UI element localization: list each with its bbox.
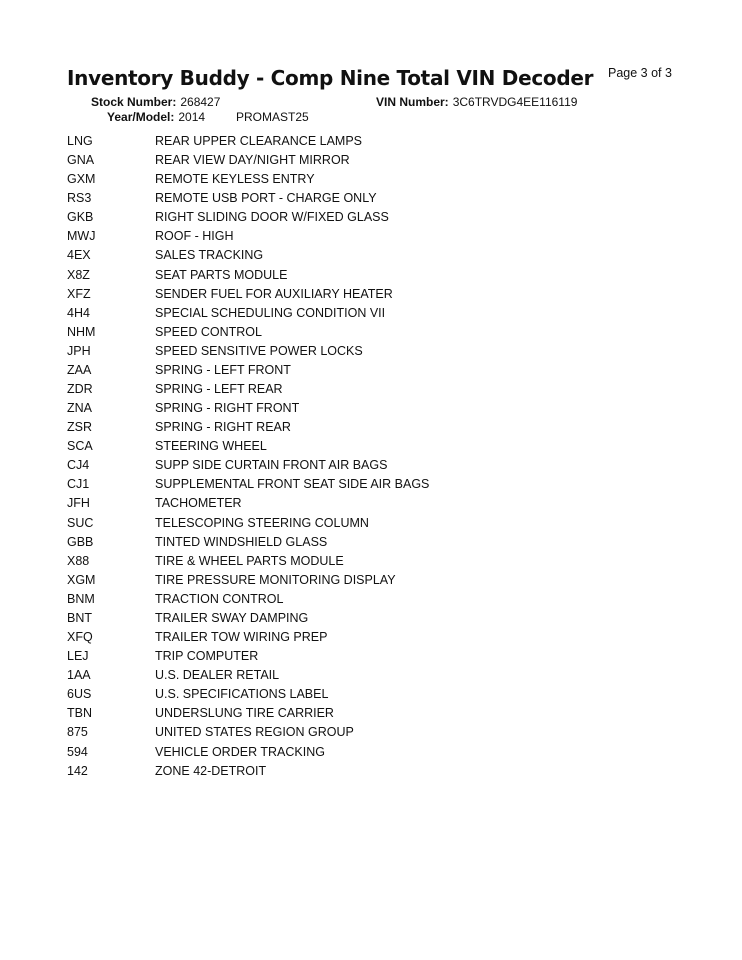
option-description: U.S. SPECIFICATIONS LABEL: [155, 687, 329, 702]
stock-number-label: Stock Number:: [91, 95, 177, 109]
option-row: [67, 515, 627, 534]
option-row: [67, 724, 627, 743]
option-code: GBB: [67, 534, 94, 549]
option-code: JPH: [67, 343, 91, 358]
option-code: RS3: [67, 191, 92, 206]
option-description: TRAILER SWAY DAMPING: [155, 610, 309, 625]
option-code: 4EX: [67, 248, 91, 263]
option-code: X88: [67, 553, 90, 568]
option-code: ZDR: [67, 382, 93, 397]
option-row: [67, 190, 627, 209]
option-description: ROOF - HIGH: [155, 229, 234, 244]
option-code: LNG: [67, 134, 93, 148]
option-description: REAR VIEW DAY/NIGHT MIRROR: [155, 153, 350, 168]
option-description: ZONE 42-DETROIT: [155, 763, 267, 778]
option-row: [67, 629, 627, 648]
option-code: TBN: [67, 706, 92, 721]
option-row: [67, 553, 627, 572]
option-row: [67, 228, 627, 247]
option-code: BNT: [67, 610, 92, 625]
option-row: [67, 362, 627, 381]
option-row: [67, 152, 627, 171]
option-description: UNDERSLUNG TIRE CARRIER: [155, 706, 334, 721]
option-row: [67, 591, 627, 610]
page-indicator: Page 3 of 3: [608, 66, 672, 80]
option-description: SPRING - LEFT FRONT: [155, 362, 291, 377]
option-row: [67, 305, 627, 324]
option-code: GNA: [67, 153, 95, 168]
option-description: TRIP COMPUTER: [155, 649, 259, 664]
option-row: [67, 476, 627, 495]
option-row: [67, 705, 627, 724]
option-description: SALES TRACKING: [155, 248, 264, 263]
option-code: 6US: [67, 687, 92, 702]
option-description: TACHOMETER: [155, 496, 242, 511]
year-value: 2014: [178, 110, 206, 124]
option-code: BNM: [67, 591, 95, 606]
option-row: [67, 171, 627, 190]
option-description: SPEED SENSITIVE POWER LOCKS: [155, 343, 363, 358]
option-description: SPRING - RIGHT FRONT: [155, 401, 300, 416]
option-code: XGM: [67, 572, 96, 587]
option-description: TINTED WINDSHIELD GLASS: [155, 534, 328, 549]
option-description: SEAT PARTS MODULE: [155, 267, 288, 282]
option-row: [67, 438, 627, 457]
option-row: [67, 381, 627, 400]
option-row: [67, 495, 627, 514]
option-code: SCA: [67, 439, 93, 454]
option-code: GXM: [67, 172, 96, 187]
option-row: [67, 286, 627, 305]
option-description: SPRING - RIGHT REAR: [155, 420, 291, 435]
option-row: [67, 209, 627, 228]
option-code: 4H4: [67, 305, 90, 320]
option-code: JFH: [67, 496, 90, 511]
option-code: ZSR: [67, 420, 92, 435]
option-row: [67, 744, 627, 763]
vin-field: [376, 95, 577, 109]
option-row: [67, 763, 627, 782]
option-code: SUC: [67, 515, 94, 530]
option-code: 1AA: [67, 668, 91, 683]
vin-value: 3C6TRVDG4EE116119: [452, 95, 578, 109]
model-value: PROMAST25: [236, 110, 309, 124]
option-code: MWJ: [67, 229, 96, 244]
year-model-field: [107, 110, 309, 124]
stock-number-field: [91, 95, 220, 109]
option-code: XFQ: [67, 630, 93, 645]
option-row: [67, 400, 627, 419]
option-row: [67, 324, 627, 343]
options-list: [67, 133, 627, 782]
option-code: 594: [67, 744, 88, 759]
option-code: CJ1: [67, 477, 90, 492]
option-description: REMOTE USB PORT - CHARGE ONLY: [155, 191, 377, 206]
option-code: XFZ: [67, 286, 91, 301]
option-description: SUPPLEMENTAL FRONT SEAT SIDE AIR BAGS: [155, 477, 430, 492]
stock-number-value: 268427: [180, 95, 221, 109]
option-description: UNITED STATES REGION GROUP: [155, 725, 354, 740]
option-description: TIRE PRESSURE MONITORING DISPLAY: [155, 572, 396, 587]
option-description: REMOTE KEYLESS ENTRY: [155, 172, 315, 187]
option-row: [67, 457, 627, 476]
page-title: Inventory Buddy - Comp Nine Total VIN Decoder: [67, 66, 594, 90]
option-code: NHM: [67, 324, 96, 339]
option-code: ZNA: [67, 401, 92, 416]
vin-label: VIN Number:: [376, 95, 449, 109]
option-code: X8Z: [67, 267, 90, 282]
option-description: RIGHT SLIDING DOOR W/FIXED GLASS: [155, 210, 389, 225]
option-description: STEERING WHEEL: [155, 439, 267, 454]
option-code: GKB: [67, 210, 94, 225]
option-row: [67, 667, 627, 686]
option-description: U.S. DEALER RETAIL: [155, 668, 280, 683]
option-row: [67, 572, 627, 591]
option-row: [67, 343, 627, 362]
option-row: [67, 133, 627, 152]
option-code: 875: [67, 725, 88, 740]
option-description: SPECIAL SCHEDULING CONDITION VII: [155, 305, 386, 320]
option-row: [67, 534, 627, 553]
option-code: ZAA: [67, 362, 92, 377]
option-row: [67, 247, 627, 266]
option-description: TRAILER TOW WIRING PREP: [155, 630, 328, 645]
option-description: VEHICLE ORDER TRACKING: [155, 744, 325, 759]
option-code: LEJ: [67, 649, 89, 664]
option-code: 142: [67, 763, 88, 778]
year-model-label: Year/Model:: [107, 110, 175, 124]
option-row: [67, 419, 627, 438]
option-row: [67, 648, 627, 667]
option-description: TIRE & WHEEL PARTS MODULE: [155, 553, 344, 568]
option-row: [67, 610, 627, 629]
option-description: TRACTION CONTROL: [155, 591, 284, 606]
option-description: REAR UPPER CLEARANCE LAMPS: [155, 134, 363, 148]
option-description: SENDER FUEL FOR AUXILIARY HEATER: [155, 286, 393, 301]
option-row: [67, 267, 627, 286]
option-description: SPEED CONTROL: [155, 324, 262, 339]
option-description: SPRING - LEFT REAR: [155, 382, 283, 397]
option-row: [67, 686, 627, 705]
option-description: SUPP SIDE CURTAIN FRONT AIR BAGS: [155, 458, 388, 473]
option-description: TELESCOPING STEERING COLUMN: [155, 515, 369, 530]
option-code: CJ4: [67, 458, 90, 473]
